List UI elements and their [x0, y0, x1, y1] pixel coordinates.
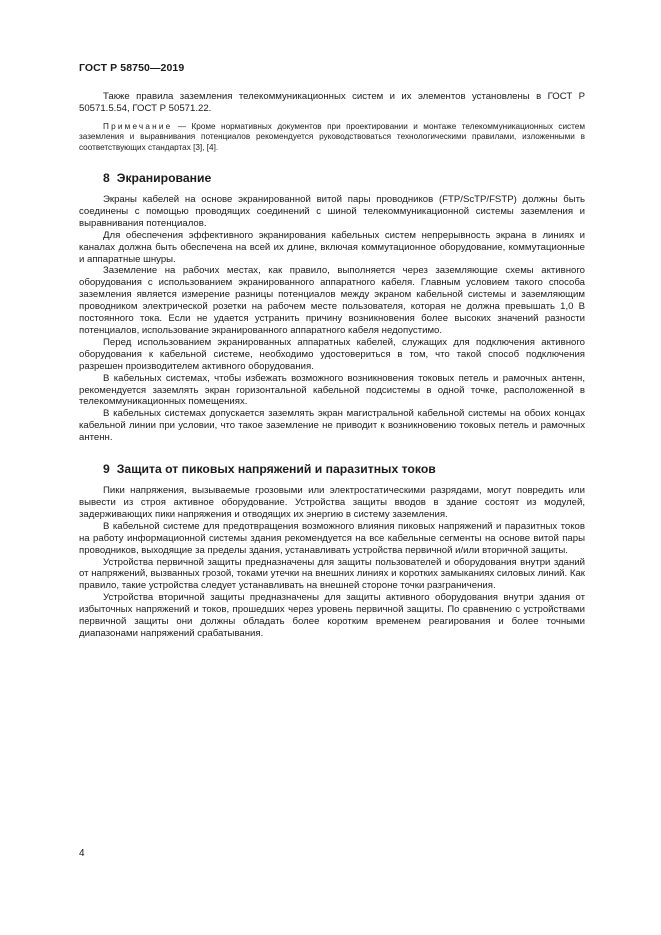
note-label: Примечание	[103, 121, 173, 131]
section-9-heading	[79, 462, 585, 476]
section-9-paragraph: Устройства вторичной защиты предназначены для защиты активного оборудования внутри здания от избыточных напряжений и токов, прошедших через уровень первичной защиты. По сравнению с устройствами первичной защиты они должны обладать более коротким временем реагирования и более точными диапазонами напряжений срабатывания.	[79, 592, 585, 639]
section-title: Экранирование	[116, 171, 212, 186]
section-8-paragraph: Заземление на рабочих местах, как правило, выполняется через заземляющие схемы активного оборудования с использованием экранированного аппаратного кабеля. Главным условием такого способа заземления является измерение разницы потенциалов между экраном кабельной системы и заземляющим проводником электрической розетки на рабочем месте пользователя, которая не должна превышать 1,0 В постоянного тока. Если не удается устранить причину возникновения более высоких значений разности потенциалов, использование экранированного аппаратного кабеля недопустимо.	[79, 265, 585, 336]
section-8-heading	[79, 171, 585, 185]
page-number: 4	[79, 848, 85, 859]
section-8-paragraph: Экраны кабелей на основе экранированной витой пары проводников (FTP/ScTP/FSTP) должны быть соединены с помощью проводящих соединений с шиной телекоммуникационной системы заземления и выравнивания потенциалов.	[79, 194, 585, 229]
note-paragraph	[79, 122, 585, 153]
section-8-paragraph: В кабельных системах допускается заземлять экран магистральной кабельной системы на обоих концах кабельной линии при условии, что такое заземление не приводит к возникновению токовых петель и рамочных антенн.	[79, 408, 585, 444]
document-code-header: ГОСТ Р 58750—2019	[79, 62, 185, 74]
note-text: — Кроме нормативных документов при проектировании и монтаже телекоммуникационных систем заземления и выравнивания потенциалов рекомендуется руководствоваться технологическими правилами, изложенными в соответствующих стандартах [3], [4].	[79, 121, 585, 152]
section-number: 9	[103, 462, 110, 477]
section-title: Защита от пиковых напряжений и паразитных токов	[116, 462, 436, 477]
section-number: 8	[103, 171, 110, 186]
section-8-paragraph: Для обеспечения эффективного экранирования кабельных систем непрерывность экрана в линиях и каналах должна быть обеспечена на всей их длине, включая коммутационное оборудование, коммутационные и аппаратные шнуры.	[79, 229, 585, 265]
intro-paragraph: Также правила заземления телекоммуникационных систем и их элементов установлены в ГОСТ Р 50571.5.54, ГОСТ Р 50571.22.	[79, 91, 585, 114]
section-9-paragraph: Устройства первичной защиты предназначены для защиты пользователей и оборудования внутри зданий от напряжений, вызванных грозой, токами утечки на внешних линиях и коротких замыканиях силовых линий. Как правило, такие устройства следует устанавливать на внешней стороне точки разграничения.	[79, 556, 585, 592]
section-9-paragraph: В кабельной системе для предотвращения возможного влияния пиковых напряжений и паразитных токов на работу информационной системы здания рекомендуется на все кабельные сегменты на основе витой пары проводников, выходящие за пределы здания, устанавливать устройства первичной и/или вторичной защиты.	[79, 520, 585, 556]
section-8-paragraph: Перед использованием экранированных аппаратных кабелей, служащих для подключения активного оборудования к кабельной системе, необходимо удостовериться в том, что такой способ подключения разрешен производителем активного оборудования.	[79, 336, 585, 372]
document-body	[79, 91, 585, 640]
section-9-paragraph: Пики напряжения, вызываемые грозовыми или электростатическими разрядами, могут повредить или вывести из строя активное оборудование. Устройства защиты вводов в здание состоят из модулей, задерживающих пики напряжения и отводящих их энергию в систему заземления.	[79, 485, 585, 520]
section-8-paragraph: В кабельных системах, чтобы избежать возможного возникновения токовых петель и рамочных антенн, рекомендуется заземлять экран горизонтальной кабельной подсистемы в одной точке, расположенной в телекоммуникационных помещениях.	[79, 372, 585, 408]
